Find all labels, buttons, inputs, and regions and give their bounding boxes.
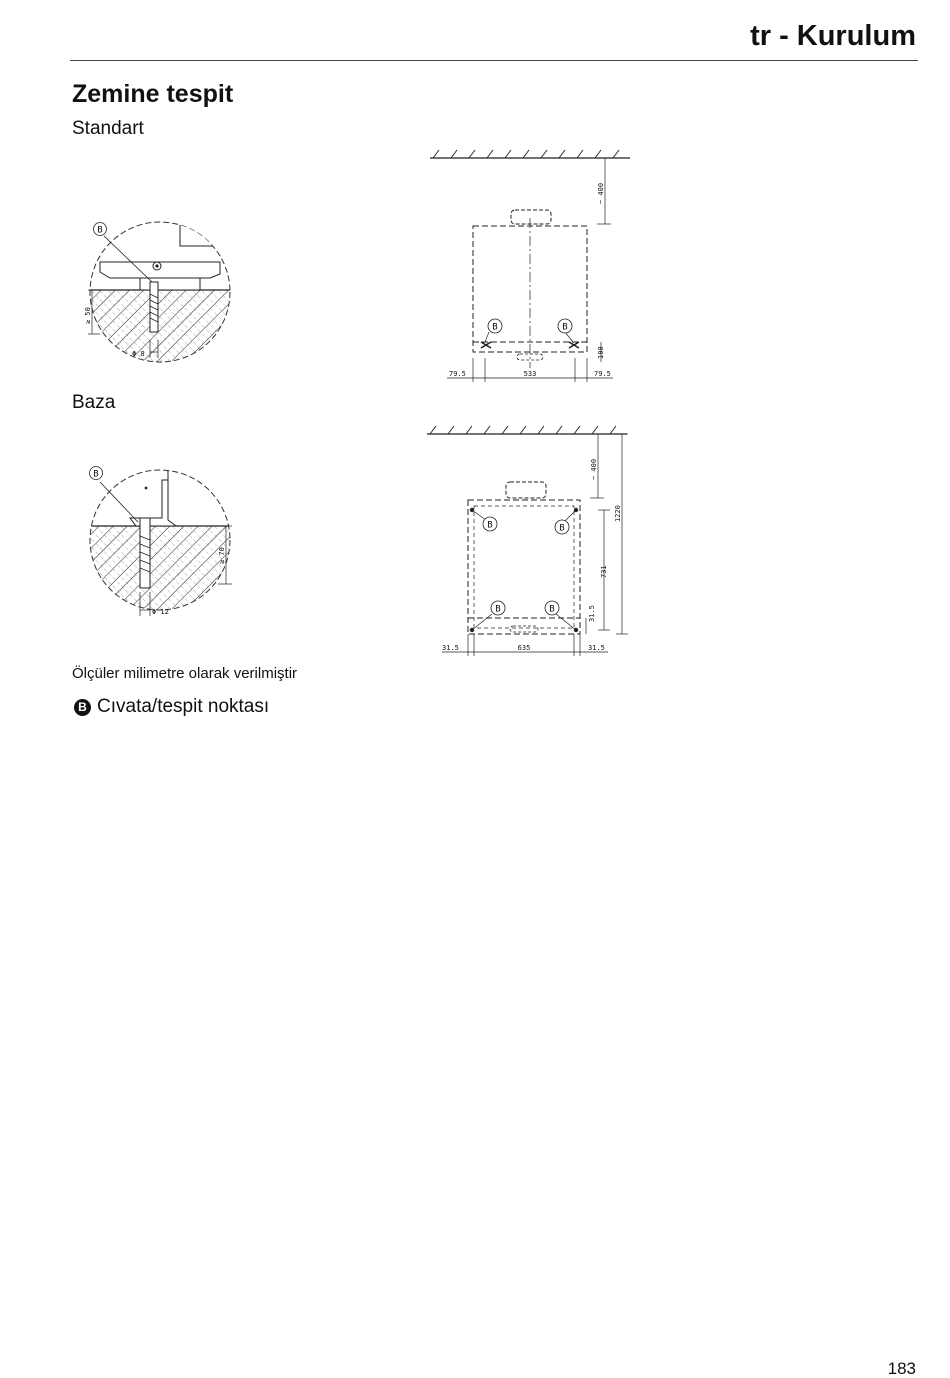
standard-plan-figure bbox=[425, 146, 640, 386]
subsection-standard: Standart bbox=[72, 118, 144, 139]
base-detail-figure bbox=[80, 460, 240, 620]
legend bbox=[74, 696, 269, 718]
page-number: 183 bbox=[887, 1359, 916, 1378]
base-plan-center-dim: 635 bbox=[517, 644, 531, 652]
legend-text: Cıvata/tespit noktası bbox=[97, 696, 270, 717]
base-plan-marker-bottom-right: B bbox=[549, 604, 555, 615]
header-title: tr - Kurulum bbox=[750, 20, 916, 52]
standard-plan-marker-right: B bbox=[562, 322, 568, 333]
standard-detail-height-label: ≥ 50 bbox=[84, 307, 92, 324]
base-plan-side-dim: 31.5 bbox=[588, 605, 596, 622]
base-detail-height-label: ≥ 70 bbox=[218, 547, 226, 564]
base-detail-marker: B bbox=[93, 469, 99, 480]
header-divider bbox=[70, 60, 918, 61]
base-plan-marker-top-left: B bbox=[487, 520, 493, 531]
standard-detail-diameter-label: Φ 8 bbox=[132, 350, 145, 358]
base-detail-diameter-label: Φ 12 bbox=[152, 608, 169, 616]
standard-detail-figure bbox=[80, 212, 240, 372]
standard-plan-left-dim: 79.5 bbox=[449, 370, 466, 378]
standard-plan-top-dim: ~ 400 bbox=[597, 182, 605, 204]
legend-marker-icon: B bbox=[74, 699, 91, 716]
base-plan-left-dim: 31.5 bbox=[442, 644, 459, 652]
standard-plan-right-dim: 79.5 bbox=[594, 370, 611, 378]
subsection-base: Baza bbox=[72, 392, 116, 413]
standard-plan-side-dim: 100 bbox=[597, 346, 605, 359]
standard-plan-center-dim: 533 bbox=[523, 370, 537, 378]
standard-detail-marker: B bbox=[97, 225, 103, 236]
base-plan-total-dim: 1220 bbox=[614, 505, 622, 522]
base-plan-right-dim: 31.5 bbox=[588, 644, 605, 652]
base-plan-marker-top-right: B bbox=[559, 523, 565, 534]
section-title: Zemine tespit bbox=[72, 80, 234, 108]
base-plan-top-dim: ~ 400 bbox=[590, 458, 598, 480]
base-plan-depth-dim: 731 bbox=[600, 565, 608, 578]
standard-plan-marker-left: B bbox=[492, 322, 498, 333]
base-plan-marker-bottom-left: B bbox=[495, 604, 501, 615]
units-note: Ölçüler milimetre olarak verilmiştir bbox=[72, 665, 298, 682]
base-plan-figure bbox=[422, 422, 642, 658]
